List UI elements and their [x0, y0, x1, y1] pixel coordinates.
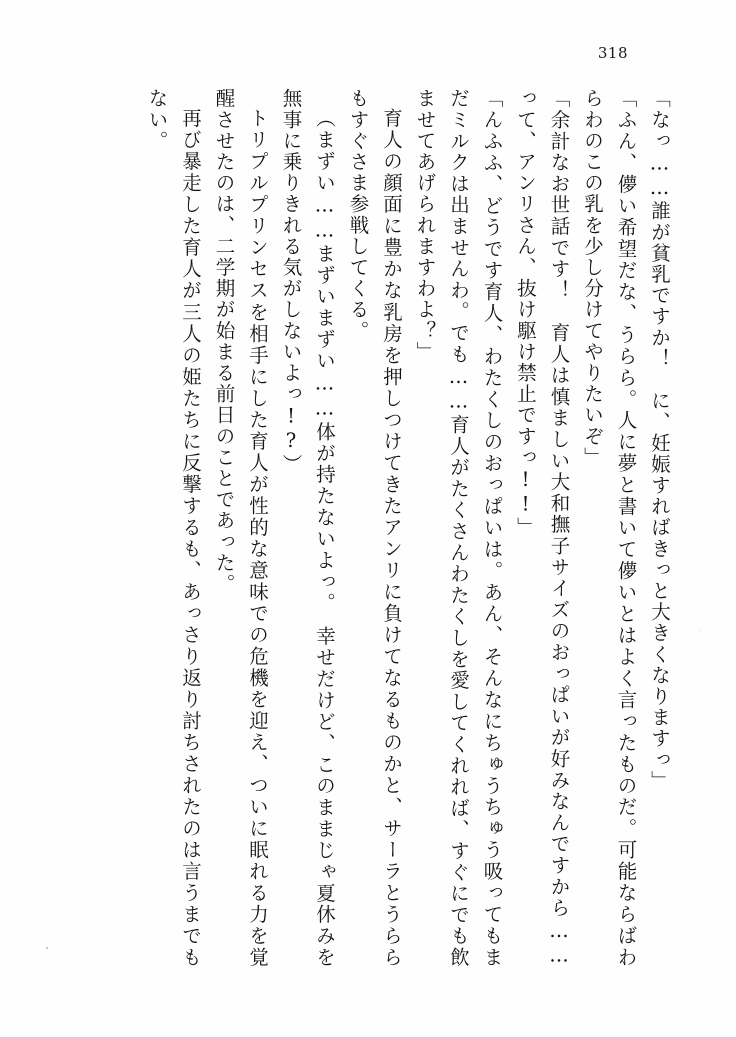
page-body-text	[55, 88, 676, 968]
paragraph: 「んふふ、どうです育人、わたくしのおっぱいは。あん、そんなにちゅうちゅう吸ってもまだミルクは出ませんわ。でも……育人がたくさんわたくしを愛してくれれば、すぐにでも飲ませてあげられますわよ？」	[413, 88, 504, 968]
paragraph: 再び暴走した育人が三人の姫たちに反撃するも、あっさり返り討ちされたのは言うまでもない。	[145, 88, 202, 968]
paper-speck	[46, 947, 48, 949]
paragraph: （まずい……まずいまずい……体が持たないよっ。 幸せだけど、このままじゃ夏休みを無事に乗りきれる気がしないよっ!?）	[279, 88, 336, 968]
paragraph: トリプルプリンセスを相手にした育人が性的な意味での危機を迎え、ついに眠れる力を覚醒させたのは、二学期が始まる前日のことであった。	[212, 88, 269, 968]
paper-speck	[700, 630, 701, 631]
page-number: 318	[597, 44, 628, 62]
paragraph: 「ふん、儚い希望だな、うらら。人に夢と書いて儚いとはよく言ったものだ。可能ならばわらわのこの乳を少し分けてやりたいぞ」	[581, 88, 638, 968]
paragraph: 「なっ……誰が貧乳ですか！ に、妊娠すればきっと大きくなりますっ」	[648, 88, 671, 792]
paragraph: 「余計なお世話です！ 育人は慎ましい大和撫子サイズのおっぱいが好みなんですから……って、アンリさん、抜け駆け禁止ですっ!!」	[514, 88, 571, 968]
paragraph: 育人の顔面に豊かな乳房を押しつけてきたアンリに負けてなるものかと、サーラとうららもすぐさま参戦してくる。	[346, 88, 403, 968]
